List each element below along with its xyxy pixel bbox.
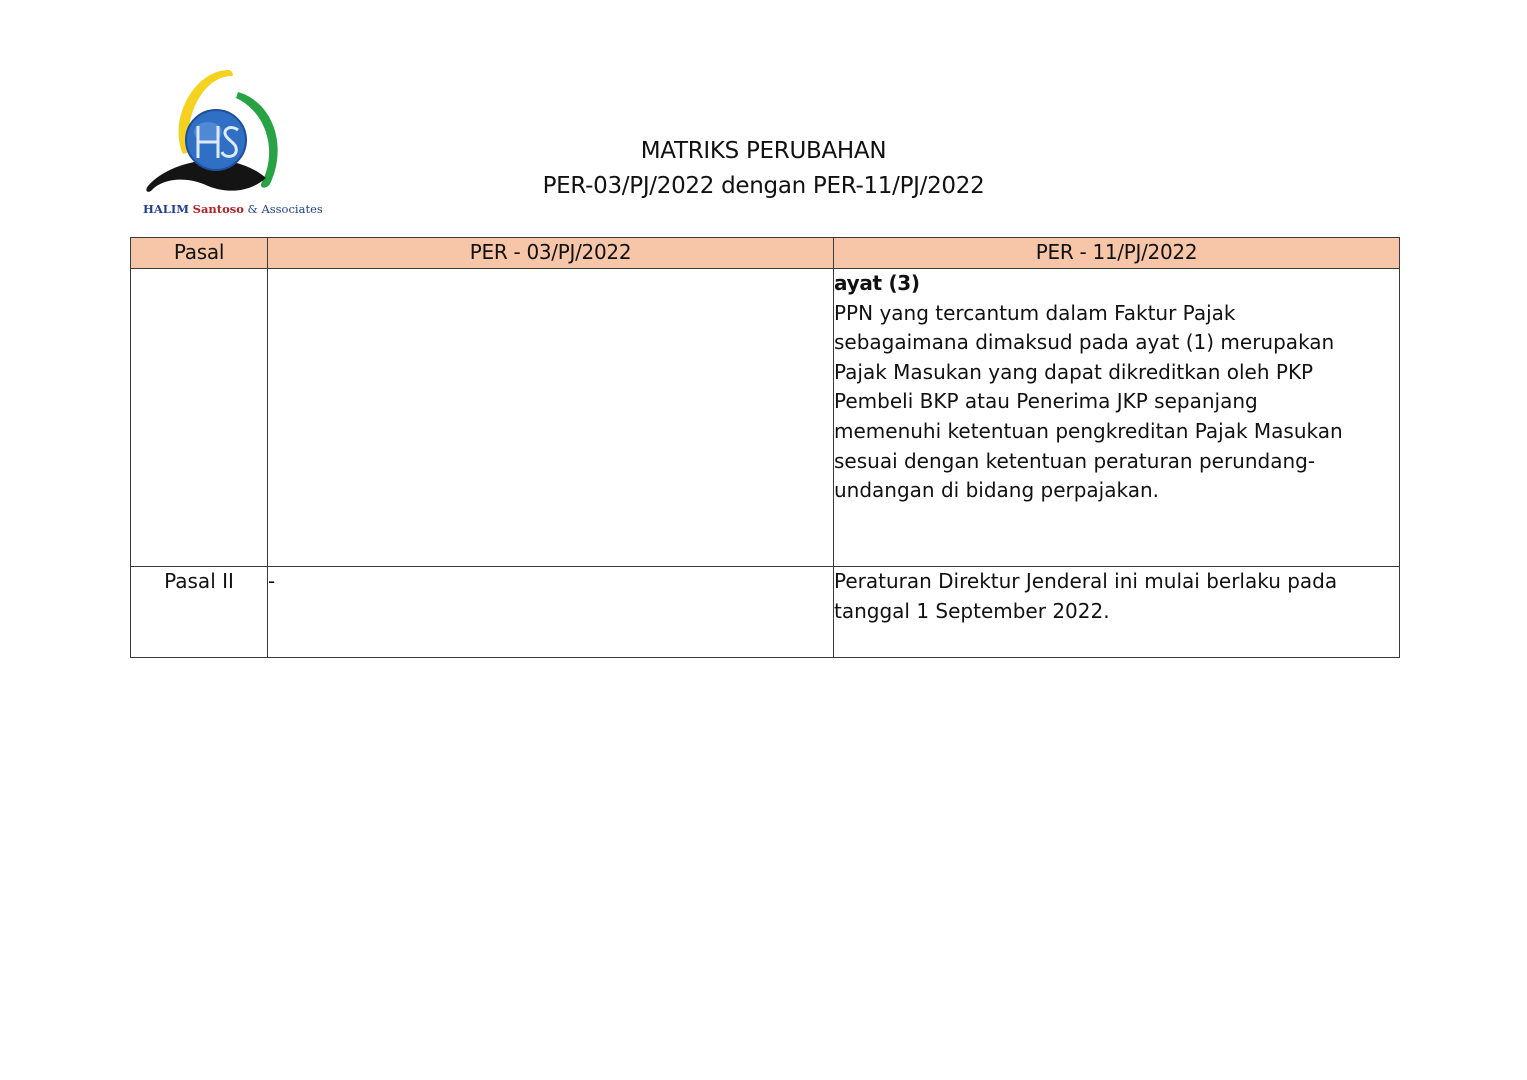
cell-per03: -: [268, 567, 834, 658]
cell-per11: [834, 567, 1400, 658]
logo-brand-text: [143, 202, 323, 216]
cell-text-line: tanggal 1 September 2022.: [834, 598, 1110, 623]
title-line-1: MATRIKS PERUBAHAN: [640, 138, 887, 164]
cell-text-line: Pembeli BKP atau Penerima JKP sepanjang: [834, 389, 1258, 414]
page-title: [0, 134, 1527, 204]
logo-brand-part2: Santoso: [192, 202, 244, 216]
cell-text-line: undangan di bidang perpajakan.: [834, 478, 1160, 503]
cell-text-line: Pajak Masukan yang dapat dikreditkan oleh PKP: [834, 359, 1314, 384]
cell-text-line: PPN yang tercantum dalam Faktur Pajak: [834, 300, 1236, 325]
cell-text-line: memenuhi ketentuan pengkreditan Pajak Masukan: [834, 418, 1343, 443]
header-pasal: Pasal: [131, 238, 268, 269]
cell-text-line: Peraturan Direktur Jenderal ini mulai berlaku pada: [834, 569, 1338, 593]
cell-per03: [268, 269, 834, 567]
table-row: [131, 567, 1400, 658]
table-row: [131, 269, 1400, 567]
comparison-table: [130, 237, 1400, 658]
logo-brand-part1: HALIM: [143, 202, 189, 216]
cell-text-line: sebagaimana dimaksud pada ayat (1) merupakan: [834, 330, 1335, 355]
ayat-heading: ayat (3): [834, 271, 920, 295]
cell-per11: [834, 269, 1400, 567]
header-per11: PER - 11/PJ/2022: [834, 238, 1400, 269]
cell-text-line: sesuai dengan ketentuan peraturan perundang-: [834, 448, 1316, 473]
table-header-row: [131, 238, 1400, 269]
header-per03: PER - 03/PJ/2022: [268, 238, 834, 269]
logo-brand-part3: & Associates: [243, 202, 323, 216]
title-line-2: PER-03/PJ/2022 dengan PER-11/PJ/2022: [542, 173, 985, 199]
cell-pasal: [131, 269, 268, 567]
cell-pasal: Pasal II: [131, 567, 268, 658]
